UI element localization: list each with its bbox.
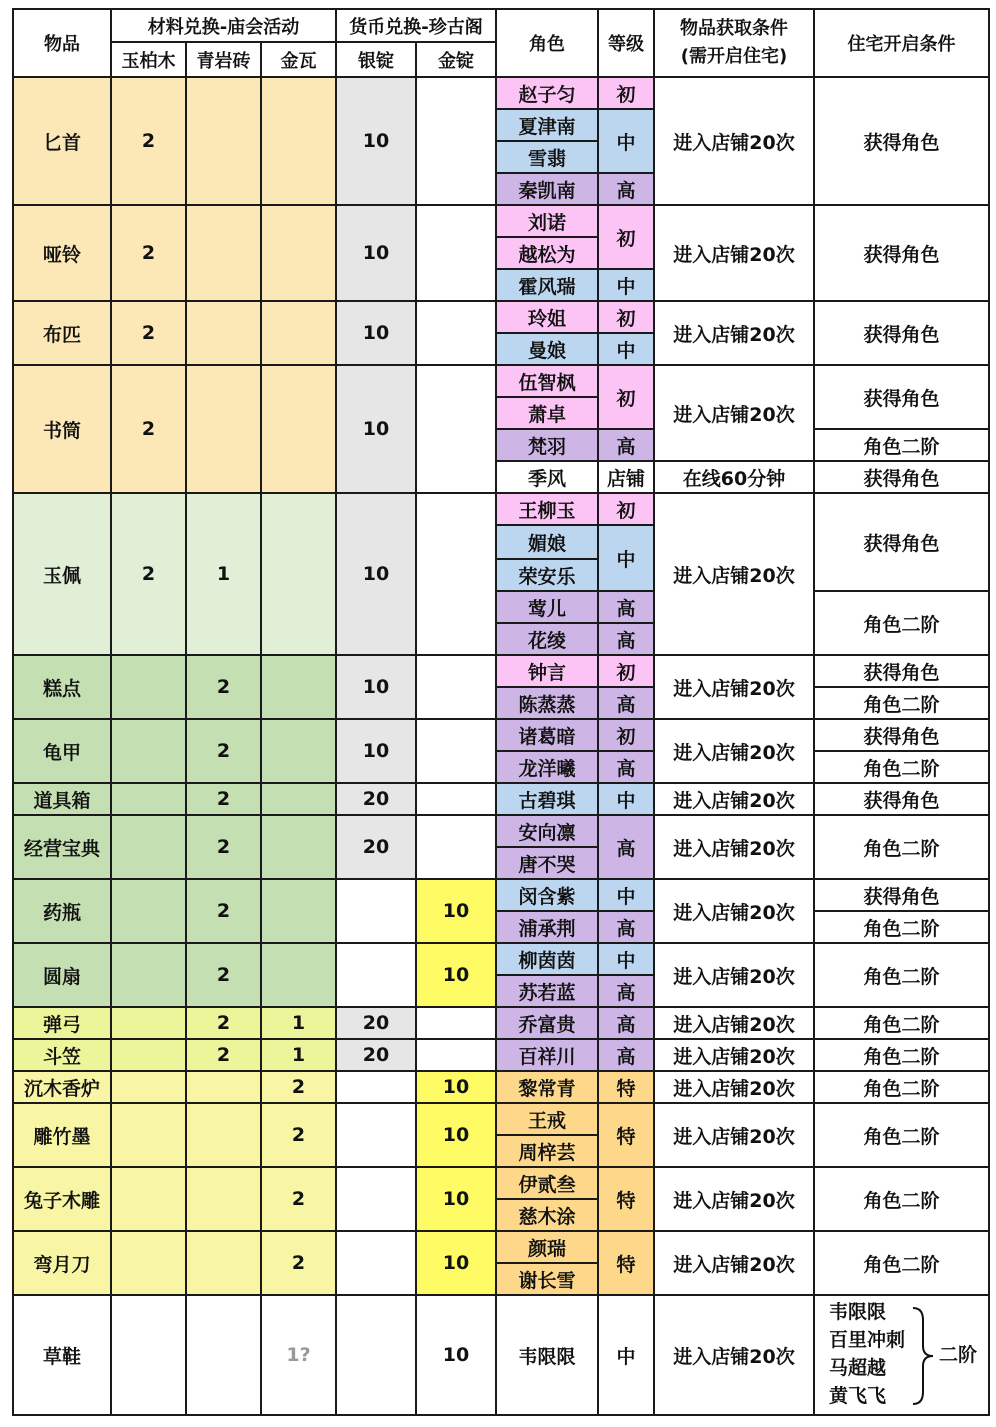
- item-name: 道具箱: [13, 783, 111, 815]
- header-currency-group: 货币兑换-珍古阁: [336, 9, 496, 42]
- brace-role: 马超越: [829, 1357, 887, 1379]
- role-level: 高: [598, 911, 654, 943]
- role-name: 伊贰叁: [496, 1167, 598, 1199]
- obtain-condition: 进入店铺20次: [654, 1071, 814, 1103]
- obtain-condition: 进入店铺20次: [654, 1007, 814, 1039]
- role-level: 高: [598, 975, 654, 1007]
- currency-value: [416, 719, 496, 783]
- table-row: [13, 655, 989, 687]
- header-material-group: 材料兑换-庙会活动: [111, 9, 336, 42]
- material-value: [261, 879, 336, 943]
- currency-value: [416, 365, 496, 493]
- material-value: 1: [186, 493, 261, 655]
- house-condition: 角色二阶: [814, 815, 989, 879]
- role-name: 玲姐: [496, 301, 598, 333]
- role-name: 诸葛暗: [496, 719, 598, 751]
- material-value: [186, 1295, 261, 1415]
- role-name: 闵含紫: [496, 879, 598, 911]
- role-level: 高: [598, 687, 654, 719]
- obtain-condition: 进入店铺20次: [654, 815, 814, 879]
- obtain-condition: 在线60分钟: [654, 461, 814, 493]
- role-name: 黎常青: [496, 1071, 598, 1103]
- role-name: 钟言: [496, 655, 598, 687]
- header-material-jinwa: 金瓦: [261, 42, 336, 77]
- table-row: [13, 943, 989, 975]
- role-level: 中: [598, 943, 654, 975]
- table-row: [13, 1167, 989, 1199]
- currency-value: 10: [336, 77, 416, 205]
- role-level: 初: [598, 493, 654, 525]
- table-row: [13, 301, 989, 333]
- role-level: 高: [598, 1007, 654, 1039]
- material-value: [261, 77, 336, 205]
- role-name: 龙洋曦: [496, 751, 598, 783]
- item-name: 糕点: [13, 655, 111, 719]
- material-value: 2: [261, 1231, 336, 1295]
- role-name: 梵羽: [496, 429, 598, 461]
- role-level: 初: [598, 655, 654, 687]
- brace-label: 二阶: [939, 1344, 978, 1366]
- role-name: 雪翡: [496, 141, 598, 173]
- material-value: 2: [186, 879, 261, 943]
- house-condition: 角色二阶: [814, 591, 989, 655]
- house-condition: 角色二阶: [814, 1231, 989, 1295]
- currency-value: [416, 493, 496, 655]
- house-condition: 角色二阶: [814, 1039, 989, 1071]
- house-condition: 角色二阶: [814, 1071, 989, 1103]
- table-row: [13, 1231, 989, 1263]
- role-name: 苏若蓝: [496, 975, 598, 1007]
- obtain-condition: 进入店铺20次: [654, 1103, 814, 1167]
- currency-value: 10: [336, 655, 416, 719]
- role-name: 乔富贵: [496, 1007, 598, 1039]
- currency-value: 10: [416, 1103, 496, 1167]
- role-level: 特: [598, 1231, 654, 1295]
- currency-value: [416, 1007, 496, 1039]
- brace-role: 黄飞飞: [829, 1385, 887, 1407]
- item-name: 沉木香炉: [13, 1071, 111, 1103]
- material-value: [111, 1103, 186, 1167]
- obtain-condition: 进入店铺20次: [654, 301, 814, 365]
- currency-value: [416, 301, 496, 365]
- obtain-condition: 进入店铺20次: [654, 943, 814, 1007]
- obtain-condition: 进入店铺20次: [654, 493, 814, 655]
- material-value: [186, 301, 261, 365]
- role-name: 莺儿: [496, 591, 598, 623]
- role-name: 王戒: [496, 1103, 598, 1135]
- material-value: [186, 1231, 261, 1295]
- house-condition: 获得角色: [814, 365, 989, 429]
- header-role: 角色: [496, 9, 598, 77]
- table-row: [13, 1007, 989, 1039]
- role-level: 高: [598, 591, 654, 623]
- currency-value: [336, 943, 416, 1007]
- material-value: [111, 1295, 186, 1415]
- currency-value: 20: [336, 1007, 416, 1039]
- item-name: 草鞋: [13, 1295, 111, 1415]
- material-value: [261, 655, 336, 719]
- material-value: [261, 365, 336, 493]
- currency-value: 20: [336, 1039, 416, 1071]
- obtain-condition: 进入店铺20次: [654, 77, 814, 205]
- material-value: 2: [261, 1103, 336, 1167]
- role-level: 高: [598, 751, 654, 783]
- item-name: 玉佩: [13, 493, 111, 655]
- table-row: [13, 815, 989, 847]
- obtain-condition: 进入店铺20次: [654, 655, 814, 719]
- brace-role: 韦限限: [829, 1301, 887, 1323]
- house-condition: 角色二阶: [814, 429, 989, 461]
- item-name: 书筒: [13, 365, 111, 493]
- house-condition: 获得角色: [814, 77, 989, 205]
- material-value: 2: [186, 655, 261, 719]
- material-value: 2: [261, 1167, 336, 1231]
- role-level: 初: [598, 205, 654, 269]
- currency-value: 10: [336, 301, 416, 365]
- currency-value: [336, 1103, 416, 1167]
- material-value: [261, 815, 336, 879]
- role-name: 媚娘: [496, 525, 598, 559]
- obtain-condition: 进入店铺20次: [654, 205, 814, 301]
- header-material-qingyanzhuan: 青岩砖: [186, 42, 261, 77]
- item-name: 经营宝典: [13, 815, 111, 879]
- material-value: 2: [111, 301, 186, 365]
- house-condition: 获得角色: [814, 879, 989, 911]
- role-level: 初: [598, 365, 654, 429]
- obtain-condition: 进入店铺20次: [654, 879, 814, 943]
- role-level: 高: [598, 173, 654, 205]
- currency-value: 10: [416, 1071, 496, 1103]
- house-condition: 角色二阶: [814, 1007, 989, 1039]
- house-condition: 角色二阶: [814, 1167, 989, 1231]
- header-item: 物品: [13, 9, 111, 77]
- table-row: [13, 1295, 989, 1415]
- currency-value: 10: [416, 1295, 496, 1415]
- material-value: [261, 719, 336, 783]
- table-row: [13, 1071, 989, 1103]
- role-name: 荣安乐: [496, 559, 598, 591]
- item-name: 兔子木雕: [13, 1167, 111, 1231]
- role-level: 店铺: [598, 461, 654, 493]
- currency-value: 10: [416, 1231, 496, 1295]
- role-name: 花绫: [496, 623, 598, 655]
- currency-value: [336, 1295, 416, 1415]
- currency-value: [416, 655, 496, 719]
- role-name: 百祥川: [496, 1039, 598, 1071]
- role-name: 萧卓: [496, 397, 598, 429]
- currency-value: [336, 1071, 416, 1103]
- material-value: [186, 1103, 261, 1167]
- currency-value: 10: [336, 365, 416, 493]
- header-condition: [654, 9, 814, 77]
- role-name: 唐不哭: [496, 847, 598, 879]
- role-name: 霍风瑞: [496, 269, 598, 301]
- table-row: [13, 783, 989, 815]
- header-condition-line2: (需开启住宅): [680, 46, 788, 67]
- material-value: [261, 301, 336, 365]
- currency-value: 10: [416, 943, 496, 1007]
- role-level: 特: [598, 1103, 654, 1167]
- role-level: 初: [598, 301, 654, 333]
- currency-value: [416, 783, 496, 815]
- role-level: 中: [598, 109, 654, 173]
- material-value: [111, 879, 186, 943]
- currency-value: 10: [336, 205, 416, 301]
- material-value: 2: [186, 1039, 261, 1071]
- role-level: 中: [598, 783, 654, 815]
- header-currency-jinding: 金锭: [416, 42, 496, 77]
- table-row: [13, 879, 989, 911]
- material-value: [186, 1167, 261, 1231]
- material-value: 2: [186, 719, 261, 783]
- role-name: 赵子匀: [496, 77, 598, 109]
- currency-value: [416, 77, 496, 205]
- currency-value: [336, 879, 416, 943]
- header-level: 等级: [598, 9, 654, 77]
- role-name: 安向凛: [496, 815, 598, 847]
- house-condition-brace: [814, 1295, 989, 1415]
- role-name: 夏津南: [496, 109, 598, 141]
- header-currency-yinding: 银锭: [336, 42, 416, 77]
- role-name: 古碧琪: [496, 783, 598, 815]
- material-value: [111, 1071, 186, 1103]
- material-value: 2: [111, 205, 186, 301]
- role-level: 高: [598, 815, 654, 879]
- item-name: 龟甲: [13, 719, 111, 783]
- obtain-condition: 进入店铺20次: [654, 719, 814, 783]
- role-name: 伍智枫: [496, 365, 598, 397]
- brace-role: 百里冲刺: [829, 1329, 906, 1351]
- header-condition-line1: 物品获取条件: [680, 18, 789, 39]
- material-value: [111, 655, 186, 719]
- currency-value: [336, 1167, 416, 1231]
- role-name: 颜瑞: [496, 1231, 598, 1263]
- table-row: [13, 493, 989, 525]
- house-condition: 角色二阶: [814, 751, 989, 783]
- material-value: [111, 815, 186, 879]
- material-value: [111, 1039, 186, 1071]
- currency-value: [416, 1039, 496, 1071]
- material-value: [111, 1231, 186, 1295]
- item-name: 弯月刀: [13, 1231, 111, 1295]
- material-value: [261, 783, 336, 815]
- role-level: 特: [598, 1167, 654, 1231]
- house-condition: 获得角色: [814, 301, 989, 365]
- item-name: 雕竹墨: [13, 1103, 111, 1167]
- header-house: 住宅开启条件: [814, 9, 989, 77]
- role-name: 陈蒸蒸: [496, 687, 598, 719]
- material-value: 2: [186, 1007, 261, 1039]
- role-name: 越松为: [496, 237, 598, 269]
- role-level: 高: [598, 429, 654, 461]
- header-material-yubaimu: 玉柏木: [111, 42, 186, 77]
- material-value: 1: [261, 1039, 336, 1071]
- role-name: 谢长雪: [496, 1263, 598, 1295]
- role-level: 中: [598, 1295, 654, 1415]
- house-condition: 获得角色: [814, 493, 989, 591]
- role-level: 高: [598, 623, 654, 655]
- item-name: 药瓶: [13, 879, 111, 943]
- obtain-condition: 进入店铺20次: [654, 1295, 814, 1415]
- house-condition: 获得角色: [814, 461, 989, 493]
- item-name: 圆扇: [13, 943, 111, 1007]
- currency-value: 10: [416, 1167, 496, 1231]
- material-value: [111, 783, 186, 815]
- role-name: 韦限限: [496, 1295, 598, 1415]
- role-name: 柳茵茵: [496, 943, 598, 975]
- table-row: [13, 1039, 989, 1071]
- house-condition: 角色二阶: [814, 1103, 989, 1167]
- house-condition: 角色二阶: [814, 911, 989, 943]
- material-value: 1: [261, 1007, 336, 1039]
- currency-value: [336, 1231, 416, 1295]
- obtain-condition: 进入店铺20次: [654, 1167, 814, 1231]
- brace-group: [815, 1296, 988, 1414]
- currency-value: 20: [336, 783, 416, 815]
- currency-value: 20: [336, 815, 416, 879]
- material-value: 2: [186, 943, 261, 1007]
- table-row: [13, 1103, 989, 1135]
- brace-role-list: [829, 1298, 905, 1410]
- table-row: [13, 719, 989, 751]
- table-row: [13, 205, 989, 237]
- role-level: 中: [598, 525, 654, 591]
- item-name: 布匹: [13, 301, 111, 365]
- material-value: 1?: [261, 1295, 336, 1415]
- obtain-condition: 进入店铺20次: [654, 1231, 814, 1295]
- house-condition: 获得角色: [814, 205, 989, 301]
- item-name: 匕首: [13, 77, 111, 205]
- material-value: 2: [261, 1071, 336, 1103]
- material-value: 2: [186, 783, 261, 815]
- item-table-wrap: [12, 8, 990, 1416]
- role-name: 秦凯南: [496, 173, 598, 205]
- role-level: 中: [598, 269, 654, 301]
- header-row-1: [13, 9, 989, 42]
- table-row: [13, 77, 989, 109]
- currency-value: 10: [416, 879, 496, 943]
- material-value: [186, 77, 261, 205]
- currency-value: [416, 815, 496, 879]
- material-value: [186, 205, 261, 301]
- house-condition: 获得角色: [814, 719, 989, 751]
- material-value: [261, 493, 336, 655]
- material-value: [111, 943, 186, 1007]
- material-value: [111, 1167, 186, 1231]
- role-name: 季风: [496, 461, 598, 493]
- role-level: 初: [598, 719, 654, 751]
- role-name: 慈木涂: [496, 1199, 598, 1231]
- currency-value: 10: [336, 719, 416, 783]
- house-condition: 获得角色: [814, 783, 989, 815]
- item-name: 斗笠: [13, 1039, 111, 1071]
- material-value: [111, 1007, 186, 1039]
- material-value: [186, 365, 261, 493]
- material-value: 2: [111, 77, 186, 205]
- role-level: 中: [598, 333, 654, 365]
- role-level: 特: [598, 1071, 654, 1103]
- house-condition: 角色二阶: [814, 687, 989, 719]
- material-value: 2: [186, 815, 261, 879]
- house-condition: 获得角色: [814, 655, 989, 687]
- role-name: 王柳玉: [496, 493, 598, 525]
- right-brace-icon: [911, 1306, 935, 1406]
- role-name: 浦承荆: [496, 911, 598, 943]
- material-value: 2: [111, 493, 186, 655]
- role-name: 周梓芸: [496, 1135, 598, 1167]
- role-name: 刘诺: [496, 205, 598, 237]
- table-row: [13, 365, 989, 397]
- item-name: 哑铃: [13, 205, 111, 301]
- role-name: 曼娘: [496, 333, 598, 365]
- obtain-condition: 进入店铺20次: [654, 365, 814, 461]
- material-value: [111, 719, 186, 783]
- item-table: [12, 8, 990, 1416]
- role-level: 中: [598, 879, 654, 911]
- material-value: [186, 1071, 261, 1103]
- material-value: [261, 205, 336, 301]
- obtain-condition: 进入店铺20次: [654, 1039, 814, 1071]
- material-value: 2: [111, 365, 186, 493]
- role-level: 高: [598, 1039, 654, 1071]
- currency-value: 10: [336, 493, 416, 655]
- item-name: 弹弓: [13, 1007, 111, 1039]
- role-level: 初: [598, 77, 654, 109]
- house-condition: 角色二阶: [814, 943, 989, 1007]
- currency-value: [416, 205, 496, 301]
- material-value: [261, 943, 336, 1007]
- obtain-condition: 进入店铺20次: [654, 783, 814, 815]
